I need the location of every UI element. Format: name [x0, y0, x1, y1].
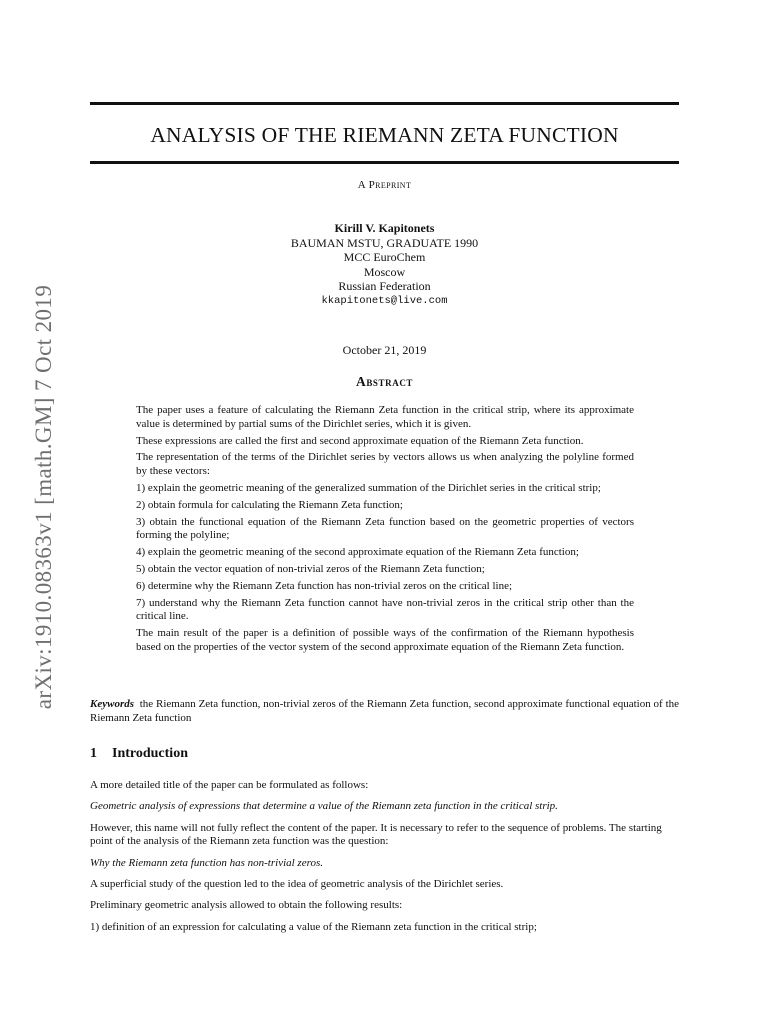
intro-paragraph: A superficial study of the question led to the idea of geometric analysis of the Dirichlet series. — [90, 877, 504, 890]
abstract-paragraph: These expressions are called the first and second approximate equation of the Riemann Zeta function. — [136, 434, 584, 447]
introduction-body — [90, 779, 686, 942]
intro-paragraph-italic: Geometric analysis of expressions that determine a value of the Riemann zeta function in the critical strip. — [90, 800, 558, 813]
author-affiliation-line: Moscow — [363, 264, 406, 279]
author-affiliation-line: Russian Federation — [338, 279, 431, 293]
abstract-list-item: 3) obtain the functional equation of the Riemann Zeta function based on the geometric properties of vectors forming the polyline; — [136, 515, 634, 542]
intro-list-item: 1) definition of an expression for calculating a value of the Riemann zeta function in the critical strip; — [90, 920, 537, 933]
abstract-heading: Abstract — [355, 374, 414, 389]
intro-paragraph-italic: Why the Riemann zeta function has non-trivial zeros. — [90, 856, 324, 869]
intro-paragraph: A more detailed title of the paper can be formulated as follows: — [90, 779, 369, 791]
title-bottom-rule — [90, 161, 679, 164]
abstract-paragraph: The main result of the paper is a definition of possible ways of the confirmation of the Riemann hypothesis based on the properties of the vector system of the second approximate equation of the Riemann Zeta function. — [136, 627, 634, 653]
abstract-list-item: 7) understand why the Riemann Zeta function cannot have non-trivial zeros in the critical strip other than the critical line. — [136, 596, 634, 623]
author-email: kkapitonets@live.com — [321, 294, 448, 307]
section-heading-introduction — [90, 746, 188, 762]
preprint-label: A Preprint — [357, 179, 412, 191]
intro-paragraph: However, this name will not fully reflect the content of the paper. It is necessary to refer to the sequence of problems. The starting point of the analysis of the Riemann zeta function was the question: — [90, 821, 662, 848]
abstract-body — [136, 404, 634, 658]
abstract-list-item: 6) determine why the Riemann Zeta function has non-trivial zeros on the critical line; — [136, 579, 513, 592]
abstract-paragraph: The representation of the terms of the Dirichlet series by vectors allows us when analyzing the polyline formed by these vectors: — [136, 451, 634, 478]
author-name: Kirill V. Kapitonets — [334, 221, 435, 235]
title-top-rule — [90, 102, 679, 105]
intro-paragraph: Preliminary geometric analysis allowed to obtain the following results: — [90, 899, 403, 912]
keywords-label: Keywords — [90, 698, 134, 710]
author-block — [90, 221, 679, 308]
abstract-list-item: 5) obtain the vector equation of non-trivial zeros of the Riemann Zeta function; — [136, 562, 485, 575]
keywords-block — [90, 698, 679, 726]
paper-title: ANALYSIS OF THE RIEMANN ZETA FUNCTION — [150, 123, 619, 147]
arxiv-identifier-stamp: arXiv:1910.08363v1 [math.GM] 7 Oct 2019 — [31, 284, 56, 710]
section-title: Introduction — [112, 746, 188, 761]
abstract-paragraph: The paper uses a feature of calculating the Riemann Zeta function in the critical strip, where its approximate value is determined by partial sums of the Dirichlet series, which it is given. — [136, 404, 634, 430]
publication-date: October 21, 2019 — [342, 343, 427, 357]
author-affiliation-line: BAUMAN MSTU, GRADUATE 1990 — [290, 235, 479, 250]
author-affiliation-line: MCC EuroChem — [343, 250, 426, 264]
section-number: 1 — [90, 746, 97, 761]
keywords-text: the Riemann Zeta function, non-trivial zeros of the Riemann Zeta function, second approximate functional equation of the Riemann Zeta function — [90, 698, 680, 724]
abstract-list-item: 4) explain the geometric meaning of the second approximate equation of the Riemann Zeta function; — [136, 546, 579, 559]
abstract-list-item: 1) explain the geometric meaning of the generalized summation of the Dirichlet series in the critical strip; — [136, 481, 601, 494]
abstract-list-item: 2) obtain formula for calculating the Riemann Zeta function; — [136, 498, 403, 511]
